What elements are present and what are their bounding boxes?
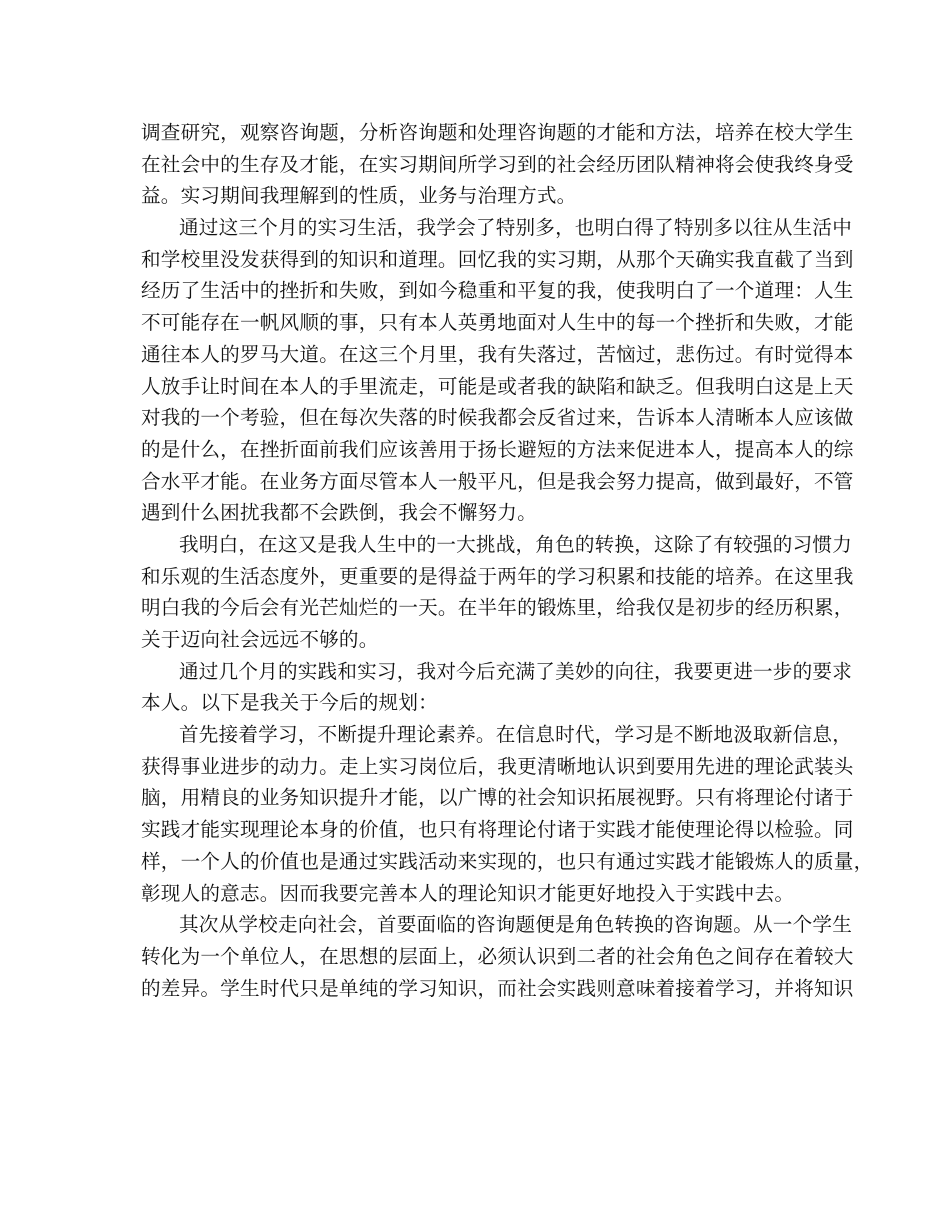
- text-line: 样，一个人的价值也是通过实践活动来实现的，也只有通过实践才能锻炼人的质量，: [141, 849, 874, 873]
- paragraph: [141, 529, 854, 656]
- text-line: 通往本人的罗马大道。在这三个月里，我有失落过，苦恼过，悲伤过。有时觉得本: [141, 342, 854, 366]
- paragraph: [141, 212, 854, 529]
- text-line: 彰现人的意志。因而我要完善本人的理论知识才能更好地投入于实践中去。: [141, 881, 795, 905]
- text-line: 和乐观的生活态度外，更重要的是得益于两年的学习积累和技能的培养。在这里我: [141, 564, 854, 588]
- text-line: 的差异。学生时代只是单纯的学习知识，而社会实践则意味着接着学习，并将知识: [141, 976, 854, 1000]
- text-line: 关于迈向社会远远不够的。: [141, 628, 379, 651]
- paragraph: [141, 719, 874, 909]
- text-line: 明白我的今后会有光芒灿烂的一天。在半年的锻炼里，给我仅是初步的经历积累，: [141, 596, 854, 620]
- paragraph: [141, 909, 854, 1004]
- text-line: 首先接着学习，不断提升理论素养。在信息时代，学习是不断地汲取新信息，: [179, 723, 852, 747]
- text-line: 遇到什么困扰我都不会跌倒，我会不懈努力。: [141, 501, 537, 525]
- text-line: 获得事业进步的动力。走上实习岗位后，我更清晰地认识到要用先进的理论武装头: [141, 754, 854, 778]
- paragraph: [141, 656, 852, 719]
- text-line: 经历了生活中的挫折和失败，到如今稳重和平复的我，使我明白了一个道理：人生: [141, 279, 854, 303]
- text-line: 益。实习期间我理解到的性质，业务与治理方式。: [141, 184, 577, 208]
- text-line: 和学校里没发获得到的知识和道理。回忆我的实习期，从那个天确实我直截了当到: [141, 247, 854, 271]
- document-body: [141, 117, 874, 1004]
- text-line: 脑，用精良的业务知识提升才能，以广博的社会知识拓展视野。只有将理论付诸于: [141, 786, 854, 810]
- text-line: 转化为一个单位人，在思想的层面上，必须认识到二者的社会角色之间存在着较大: [141, 944, 854, 968]
- text-line: 其次从学校走向社会，首要面临的咨询题便是角色转换的咨询题。从一个学生: [179, 913, 852, 937]
- text-line: 通过几个月的实践和实习，我对今后充满了美妙的向往，我要更进一步的要求: [179, 659, 852, 683]
- text-line: 通过这三个月的实习生活，我学会了特别多，也明白得了特别多以往从生活中: [179, 216, 852, 240]
- text-line: 本人。以下是我关于今后的规划：: [141, 691, 438, 715]
- text-line: 对我的一个考验，但在每次失落的时候我都会反省过来，告诉本人清晰本人应该做: [141, 406, 854, 430]
- text-line: 的是什么，在挫折面前我们应该善用于扬长避短的方法来促进本人，提高本人的综: [141, 437, 854, 461]
- text-line: 实践才能实现理论本身的价值，也只有将理论付诸于实践才能使理论得以检验。同: [141, 818, 854, 842]
- text-line: 人放手让时间在本人的手里流走，可能是或者我的缺陷和缺乏。但我明白这是上天: [141, 374, 854, 398]
- text-line: 不可能存在一帆风顺的事，只有本人英勇地面对人生中的每一个挫折和失败，才能: [141, 311, 854, 335]
- text-line: 我明白，在这又是我人生中的一大挑战，角色的转换，这除了有较强的习惯力: [179, 532, 852, 556]
- text-line: 在社会中的生存及才能，在实习期间所学习到的社会经历团队精神将会使我终身受: [141, 152, 854, 176]
- text-line: 合水平才能。在业务方面尽管本人一般平凡，但是我会努力提高，做到最好，不管: [141, 469, 854, 493]
- paragraph: [141, 117, 854, 212]
- text-line: 调查研究，观察咨询题，分析咨询题和处理咨询题的才能和方法，培养在校大学生: [141, 121, 854, 144]
